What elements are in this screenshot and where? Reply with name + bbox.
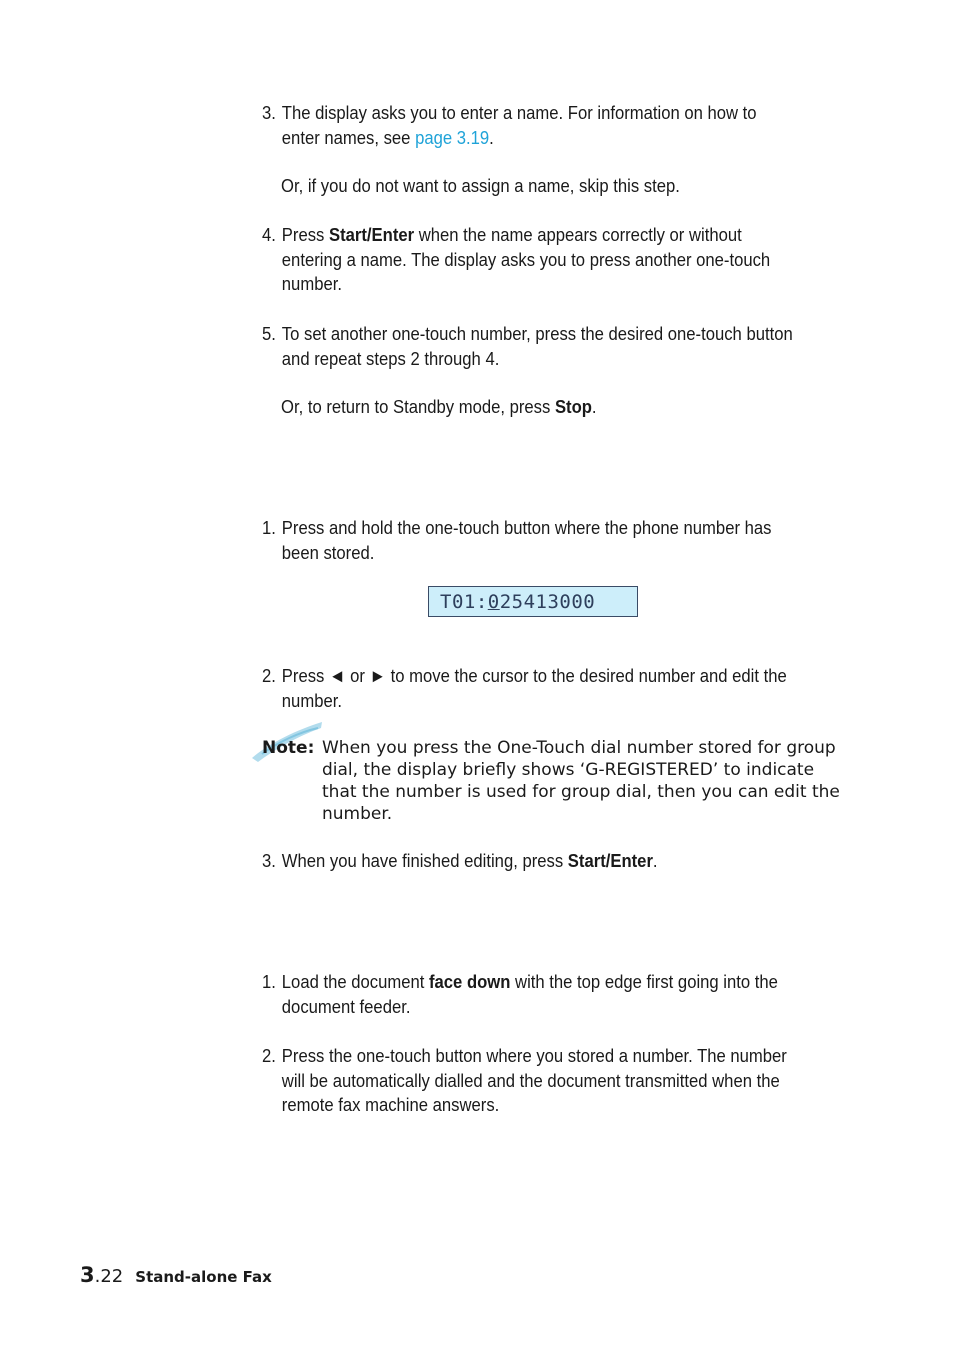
- step-text: To set another one-touch number, press the desired one-touch button: [281, 323, 793, 344]
- section-title: Stand-alone Fax: [135, 1268, 272, 1286]
- step-number: 2.: [262, 665, 276, 686]
- step-text: and repeat steps 2 through 4.: [281, 347, 500, 369]
- step-number: 5.: [262, 323, 276, 344]
- page-number: .22: [94, 1266, 124, 1287]
- step-number: 3.: [262, 850, 276, 871]
- step-number: 1.: [262, 517, 276, 538]
- lcd-display: T01:025413000: [428, 586, 638, 617]
- step-text: The display asks you to enter a name. For information on how to: [281, 102, 757, 123]
- note-label: Note:: [262, 738, 315, 758]
- step-text: Press the one-touch button where you stored a number. The number: [281, 1045, 787, 1066]
- step-text: remote fax machine answers.: [281, 1094, 500, 1115]
- key-name: Start/Enter: [567, 850, 653, 871]
- note-text: number.: [322, 804, 393, 824]
- step-number: 4.: [262, 224, 276, 245]
- note-text: dial, the display briefly shows ‘G-REGISTERED’ to indicate: [322, 760, 815, 780]
- step-text: number.: [281, 689, 342, 711]
- step-text: entering a name. The display asks you to press another one-touch: [281, 248, 771, 270]
- step-text: been stored.: [281, 541, 375, 563]
- page-footer: [80, 1263, 272, 1287]
- step-text: Press and hold the one-touch button where the phone number has: [281, 517, 772, 538]
- right-arrow-icon: ►: [369, 665, 387, 686]
- note-text: When you press the One-Touch dial number stored for group: [322, 738, 836, 758]
- step-number: 2.: [262, 1045, 276, 1066]
- chapter-number: 3: [80, 1263, 95, 1287]
- page-link[interactable]: page 3.19: [415, 126, 490, 148]
- note-text: that the number is used for group dial, then you can edit the: [322, 782, 840, 802]
- emphasis: face down: [428, 971, 511, 992]
- step-text: will be automatically dialled and the document transmitted when the: [281, 1069, 780, 1091]
- step-text: enter names, see: [281, 126, 416, 148]
- return-standby-text: Or, to return to Standby mode, press Stop.: [281, 396, 597, 417]
- step-text: document feeder.: [281, 995, 411, 1017]
- lcd-cursor: 0: [487, 591, 500, 613]
- key-name: Start/Enter: [328, 224, 415, 245]
- step-number: 3.: [262, 102, 276, 123]
- key-name: Stop: [554, 396, 592, 417]
- skip-step-text: Or, if you do not want to assign a name, skip this step.: [281, 175, 680, 196]
- step-text: number.: [281, 273, 342, 294]
- left-arrow-icon: ◄: [328, 665, 346, 686]
- step-number: 1.: [262, 971, 276, 992]
